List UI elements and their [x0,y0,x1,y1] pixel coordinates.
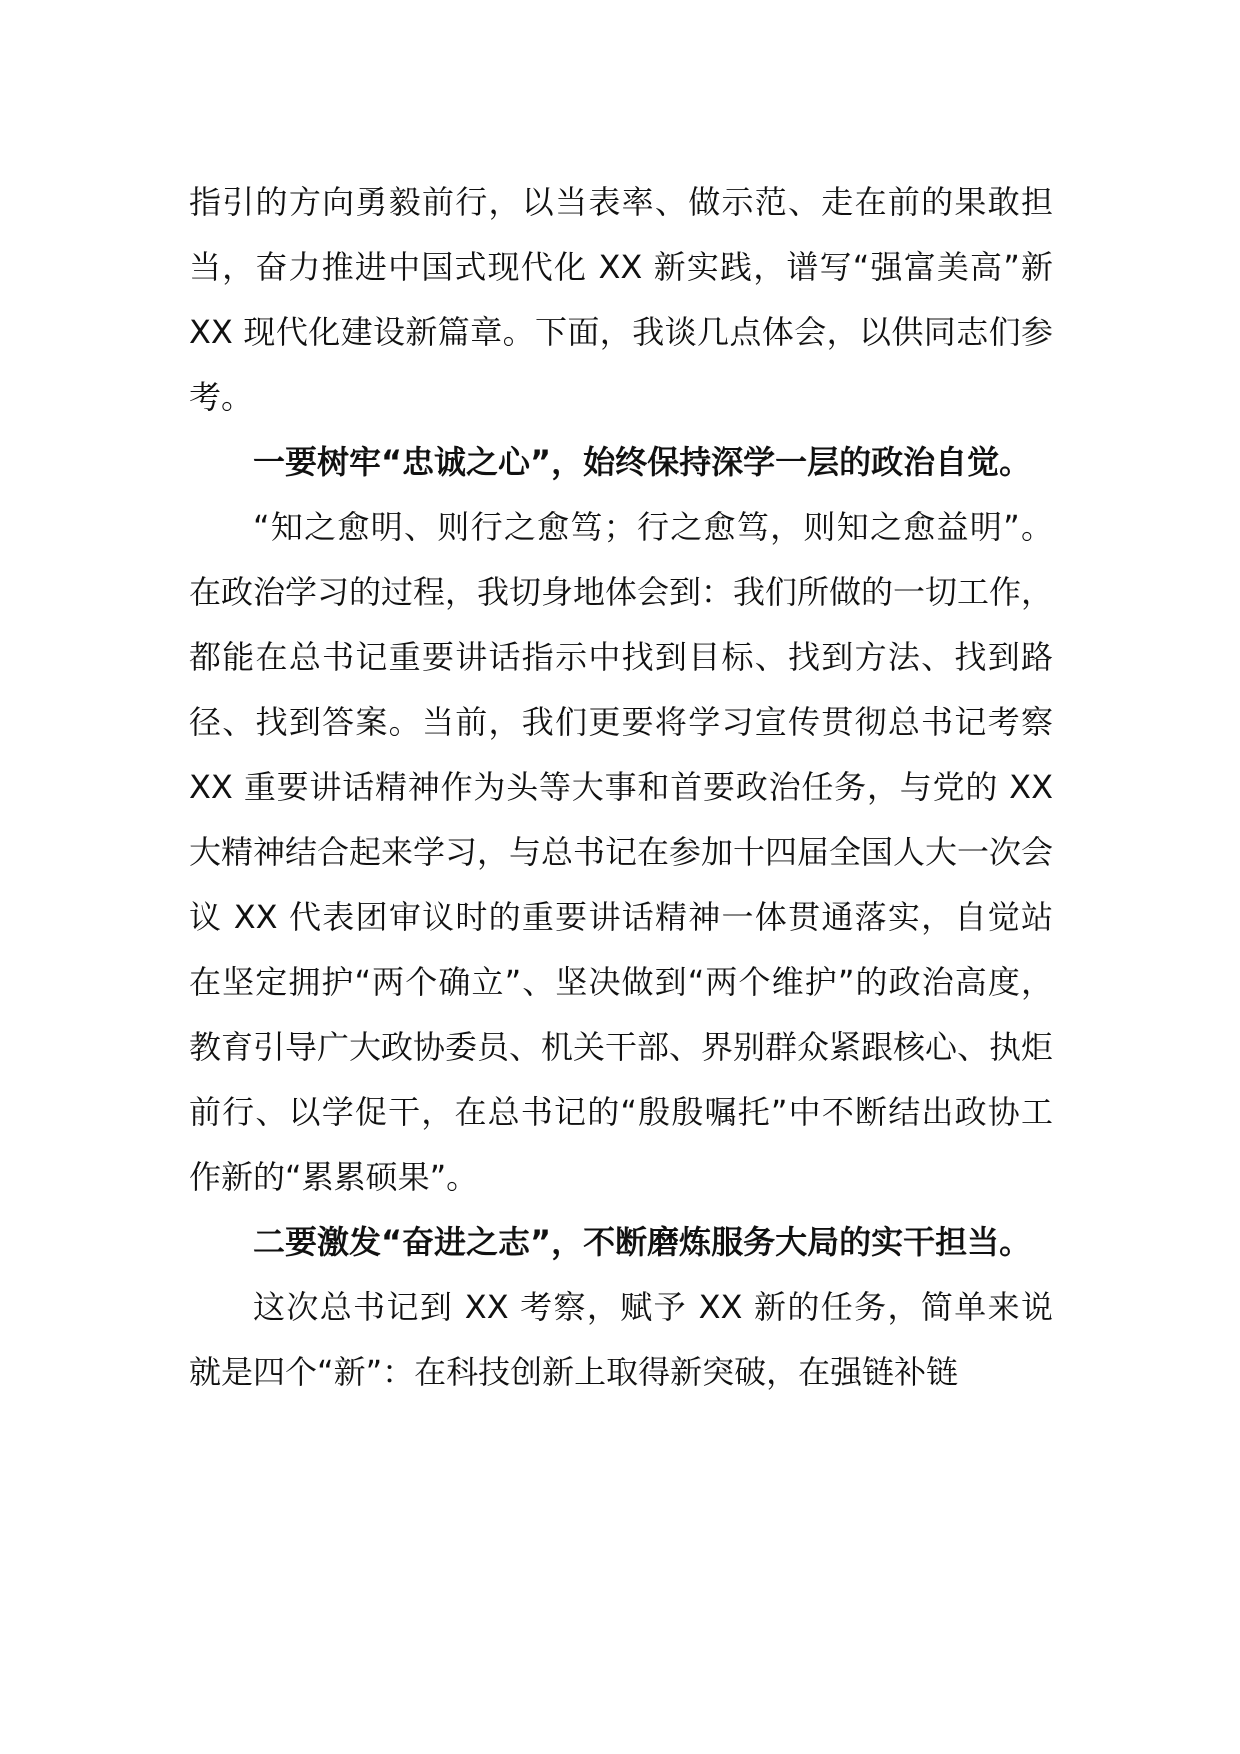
section-heading-2: 二要激发“奋进之志”，不断磨炼服务大局的实干担当。 [253,1223,1032,1261]
paragraph-intro-continuation: 指引的方向勇毅前行，以当表率、做示范、走在前的果敢担当，奋力推进中国式现代化 XX 新实践，谱写“强富美高”新 XX 现代化建设新篇章。下面，我谈几点体会，以供同志们参考。 [189,183,1053,416]
paragraph-section-1-body: “知之愈明、则行之愈笃；行之愈笃，则知之愈益明”。在政治学习的过程，我切身地体会到：我们所做的一切工作，都能在总书记重要讲话指示中找到目标、找到方法、找到路径、找到答案。当前，我们更要将学习宣传贯彻总书记考察 XX 重要讲话精神作为头等大事和首要政治任务，与党的 XX 大精神结合起来学习，与总书记在参加十四届全国人大一次会议 XX 代表团审议时的重要讲话精神一体贯通落实，自觉站在坚定拥护“两个确立”、坚决做到“两个维护”的政治高度，教育引导广大政协委员、机关干部、界别群众紧跟核心、执炬前行、以学促干，在总书记的“殷殷嘱托”中不断结出政协工作新的“累累硕果”。 [189,508,1054,1196]
section-heading-1: 一要树牢“忠诚之心”，始终保持深学一层的政治自觉。 [253,443,1032,481]
document-body [189,170,1053,1405]
paragraph-section-2-body: 这次总书记到 XX 考察，赋予 XX 新的任务，简单来说就是四个“新”：在科技创新上取得新突破，在强链补链 [189,1288,1053,1391]
